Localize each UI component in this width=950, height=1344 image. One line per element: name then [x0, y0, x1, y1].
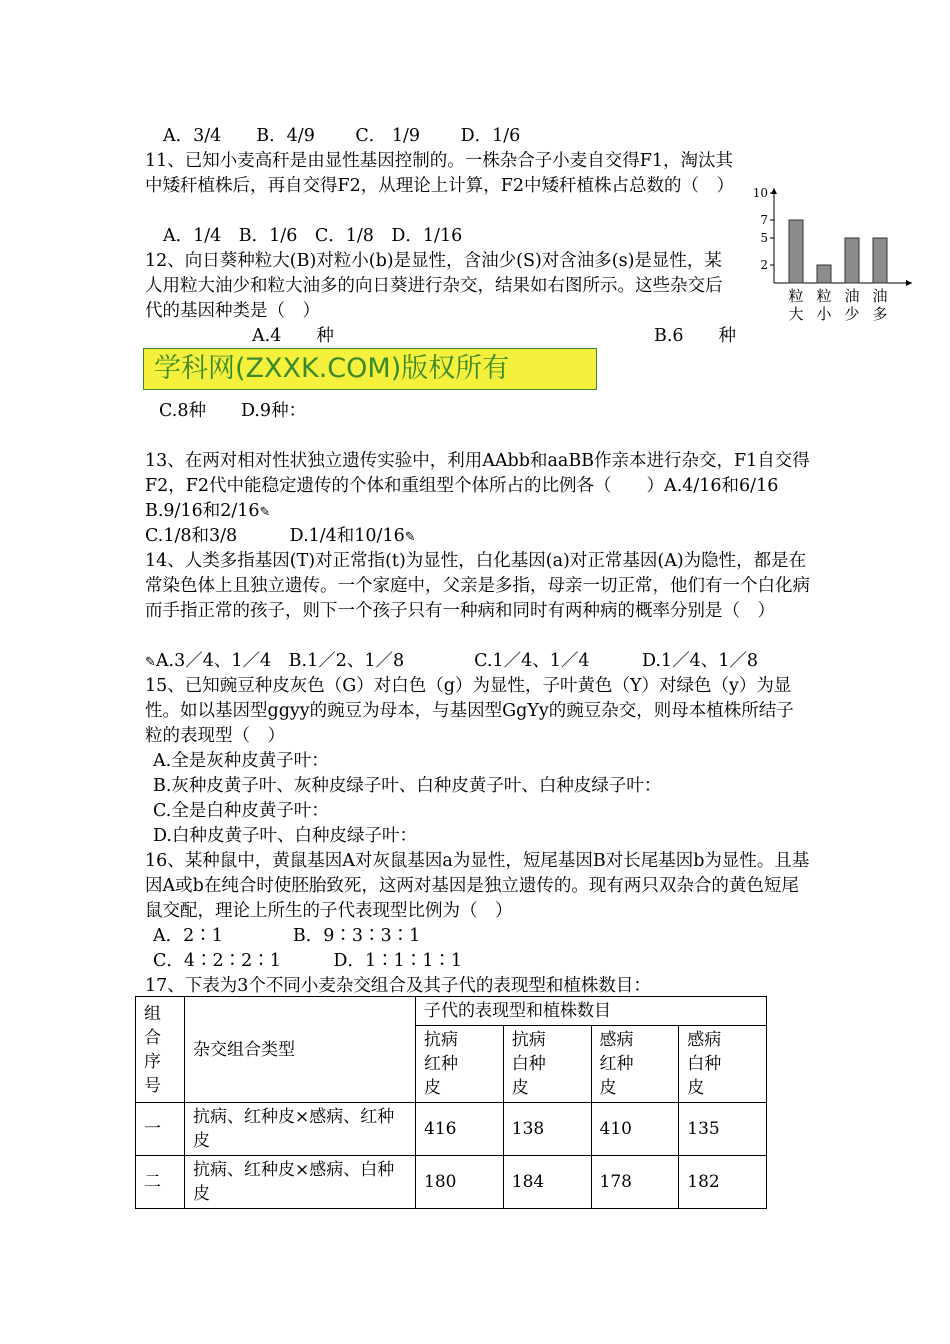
x-tick-label: 多: [872, 305, 888, 323]
row-value: 138: [503, 1103, 591, 1156]
header-col-2: 抗病白种皮: [503, 1026, 591, 1103]
bar: [789, 220, 803, 283]
x-tick-label: 油: [844, 287, 860, 305]
q14-options: [145, 649, 758, 675]
header-col-1: 抗病红种皮: [416, 1026, 504, 1103]
question-13: [145, 449, 814, 525]
q12-option-a: A.4 种: [252, 326, 334, 346]
header-col-4: 感病白种皮: [679, 1026, 767, 1103]
question-11: 11、已知小麦高秆是由显性基因控制的。一株杂合子小麦自交得F1，淘汰其中矮秆植株后，再自交得F2，从理论上计算，F2中矮秆植株占总数的（ ）: [145, 151, 735, 196]
question-14: 14、人类多指基因(T)对正常指(t)为显性，白化基因(a)对正常基因(A)为隐性，都是在常染色体上且独立遗传。一个家庭中，父亲是多指，母亲一切正常，他们有一个白化病而手指正常的孩子，则下一个孩子只有一种病和同时有两种病的概率分别是（ ）: [145, 551, 810, 621]
y-tick-label: 10: [752, 188, 768, 200]
mouse-glyph-icon: ✎: [404, 530, 416, 545]
q13-options-cd: [145, 524, 416, 550]
row-value: 184: [503, 1156, 591, 1209]
row-type: 抗病、红种皮×感病、红种皮: [185, 1103, 416, 1156]
watermark-banner: 学科网(ZXXK.COM)版权所有: [143, 348, 597, 390]
row-id: 二: [136, 1156, 185, 1209]
row-value: 178: [591, 1156, 679, 1209]
question-16: 16、某种鼠中，黄鼠基因A对灰鼠基因a为显性，短尾基因B对长尾基因b为显性。且基因A或b在纯合时使胚胎致死，这两对基因是独立遗传的。现有两只双杂合的黄色短尾鼠交配，理论上所生的子代表现型比例为（ ）: [145, 851, 810, 921]
table-row: [136, 1103, 767, 1156]
cross-results-table: [135, 996, 767, 1209]
q15-option-c: C.全是白种皮黄子叶：: [153, 801, 329, 821]
q14-options-text: A.3／4、1／4 B.1／2、1／8 C.1／4、1／4 D.1／4、1／8: [155, 651, 758, 671]
table-row: [136, 1156, 767, 1209]
x-tick-label: 少: [844, 305, 860, 323]
question-12: 12、向日葵种粒大(B)对粒小(b)是显性，含油少(S)对含油多(s)是显性，某人用粒大油少和粒大油多的向日葵进行杂交，结果如右图所示。这些杂交后代的基因种类是（ ）: [145, 251, 723, 321]
row-value: 135: [679, 1103, 767, 1156]
y-tick-label: 7: [760, 213, 768, 227]
x-axis-arrow: [906, 280, 912, 286]
bar: [873, 238, 887, 283]
mouse-glyph-icon: ✎: [259, 505, 271, 520]
x-tick-label: 油: [872, 287, 888, 305]
q16-options-cd: C．4∶2∶2∶1 D．1∶1∶1∶1: [153, 951, 462, 971]
header-group-number: 组合序号: [136, 997, 185, 1103]
x-tick-label: 小: [816, 305, 832, 323]
x-tick-label: 粒: [788, 287, 804, 305]
question-15: 15、已知豌豆种皮灰色（G）对白色（g）为显性，子叶黄色（Y）对绿色（y）为显性。如以基因型ggyy的豌豆为母本，与基因型GgYy的豌豆杂交，则母本植株所结子粒的表现型（ ）: [145, 676, 794, 746]
row-value: 180: [416, 1156, 504, 1209]
q13-text: 13、在两对相对性状独立遗传实验中，利用AAbb和aaBB作亲本进行杂交，F1自交得F2，F2代中能稳定遗传的个体和重组型个体所占的比例各（ ）A.4/16和6/16 B.9/16和2/16: [145, 451, 814, 521]
header-col-3: 感病红种皮: [591, 1026, 679, 1103]
header-cross-type: 杂交组合类型: [185, 997, 416, 1103]
bar: [817, 265, 831, 283]
bar: [845, 238, 859, 283]
q15-option-a: A.全是灰种皮黄子叶：: [153, 751, 329, 771]
question-17: 17、下表为3个不同小麦杂交组合及其子代的表现型和植株数目：: [145, 976, 651, 996]
row-value: 410: [591, 1103, 679, 1156]
row-value: 182: [679, 1156, 767, 1209]
y-tick-label: 5: [760, 231, 768, 245]
x-tick-label: 粒: [816, 287, 832, 305]
x-tick-label: 大: [788, 305, 804, 323]
header-offspring: 子代的表现型和植株数目: [416, 997, 767, 1026]
q12-option-b: B.6 种: [654, 326, 737, 346]
q15-option-b: B.灰种皮黄子叶、灰种皮绿子叶、白种皮黄子叶、白种皮绿子叶：: [153, 776, 662, 796]
q11-options: A．1/4 B．1/6 C．1/8 D．1/16: [163, 226, 463, 246]
q13-cd-text: C.1/8和3/8 D.1/4和10/16: [145, 526, 405, 546]
option-line-q10: A．3/4 B．4/9 C． 1/9 D．1/6: [163, 126, 521, 146]
bar-chart: [752, 188, 917, 328]
q15-option-d: D.白种皮黄子叶、白种皮绿子叶：: [153, 826, 417, 846]
q12-options-cd: C.8种 D.9种：: [159, 401, 307, 421]
row-type: 抗病、红种皮×感病、白种皮: [185, 1156, 416, 1209]
q16-options-ab: A．2∶1 B．9∶3∶3∶1: [153, 926, 421, 946]
row-id: 一: [136, 1103, 185, 1156]
mouse-glyph-icon: ✎: [145, 655, 156, 670]
y-tick-label: 2: [760, 258, 768, 272]
row-value: 416: [416, 1103, 504, 1156]
